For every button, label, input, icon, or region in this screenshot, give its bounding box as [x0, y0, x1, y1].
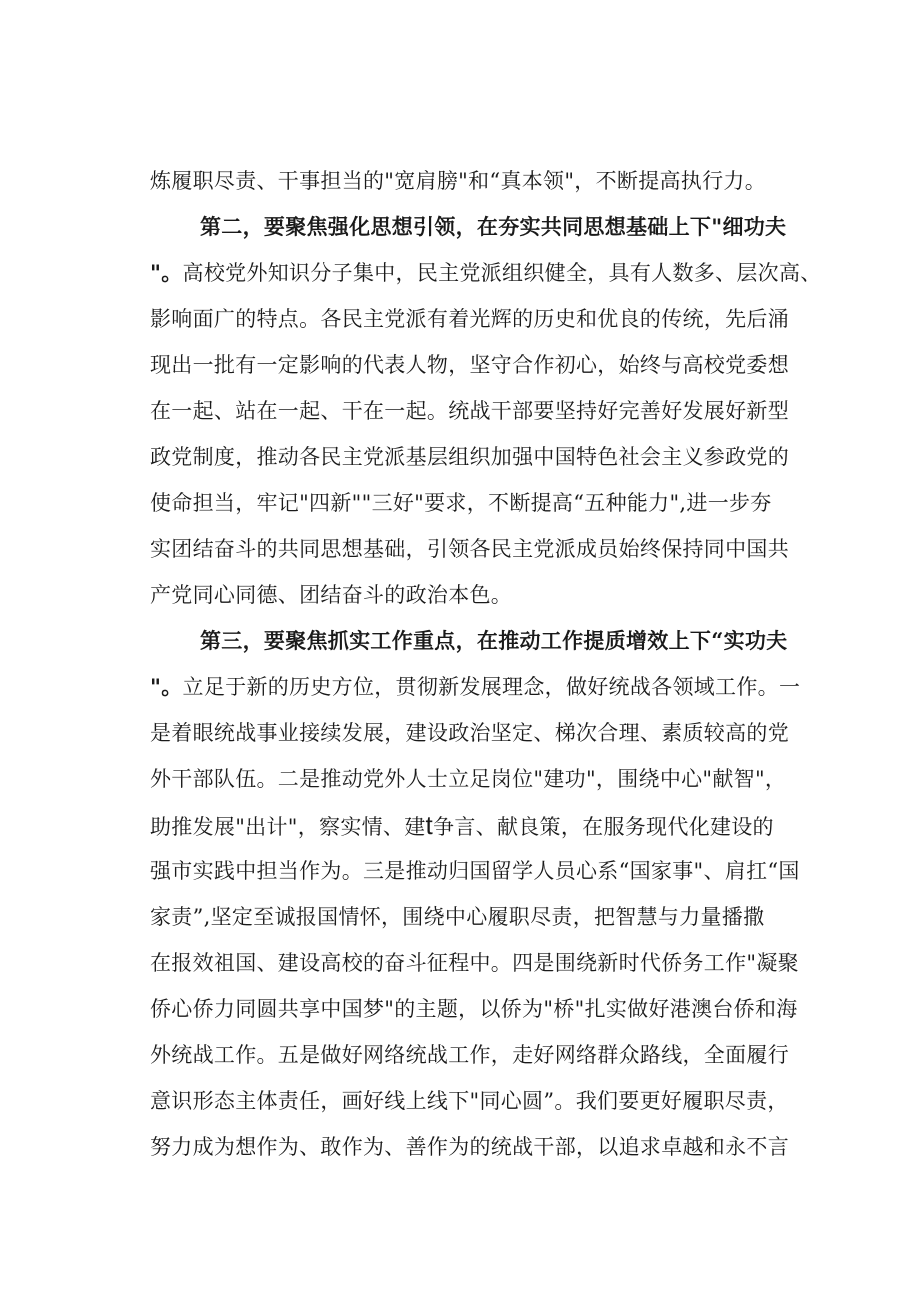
paragraph-heading: 第三，要聚焦抓实工作重点，在推动工作提质增效上下“实功夫	[200, 628, 788, 653]
text-line: 努力成为想作为、敢作为、善作为的统战干部，以追求卓越和永不言	[150, 1135, 789, 1159]
text-line: 在一起、站在一起、干在一起。统战干部要坚持好完善好发展好新型	[150, 399, 789, 423]
text-line: 使命担当，牢记"四新""三好"要求，不断提高“五种能力",进一步夯	[150, 491, 772, 515]
text-line: 影响面广的特点。各民主党派有着光辉的历史和优良的传统，先后涌	[150, 307, 789, 331]
text-line: 意识形态主体责任，画好线上线下"同心圆”。我们要更好履职尽责，	[150, 1089, 789, 1113]
text-line: 强市实践中担当作为。三是推动归国留学人员心系“国家事"、肩扛“国	[150, 859, 800, 883]
text-line: 是着眼统战事业接续发展，建设政治坚定、梯次合理、素质较高的党	[150, 721, 789, 745]
text-line: 侨心侨力同圆共享中国梦"的主题，以侨为"桥"扎实做好港澳台侨和海	[150, 997, 798, 1021]
paragraph-heading: 第二，要聚焦强化思想引领，在夯实共同思想基础上下"细功夫	[200, 214, 787, 239]
text-line: 实团结奋斗的共同思想基础，引领各民主党派成员始终保持同中国共	[150, 537, 789, 561]
text-line: 产党同心同德、团结奋斗的政治本色。	[150, 583, 513, 607]
text-line: 炼履职尽责、干事担当的"宽肩膀"和“真本领"，不断提高执行力。	[150, 169, 767, 193]
text-line: 家责”,坚定至诚报国情怀，围绕中心履职尽责，把智慧与力量播撒	[150, 905, 765, 929]
text-line: 外干部队伍。二是推动党外人士立足岗位"建功"，围绕中心"献智"，	[150, 767, 787, 791]
text-line: "。高校党外知识分子集中，民主党派组织健全，具有人数多、层次高、	[150, 260, 822, 285]
text-line: 政党制度，推动各民主党派基层组织加强中国特色社会主义参政党的	[150, 445, 789, 469]
text-line: 在报效祖国、建设高校的奋斗征程中。四是围绕新时代侨务工作"凝聚	[150, 951, 799, 975]
text-line: 助推发展"出计"，察实情、建t争言、献良策，在服务现代化建设的	[150, 810, 774, 840]
text-line: 外统战工作。五是做好网络统战工作，走好网络群众路线，全面履行	[150, 1043, 789, 1067]
text-line: 现出一批有一定影响的代表人物，坚守合作初心，始终与高校党委想	[150, 353, 789, 377]
text-line: "。立足于新的历史方位，贯彻新发展理念，做好统战各领域工作。一	[150, 674, 801, 699]
